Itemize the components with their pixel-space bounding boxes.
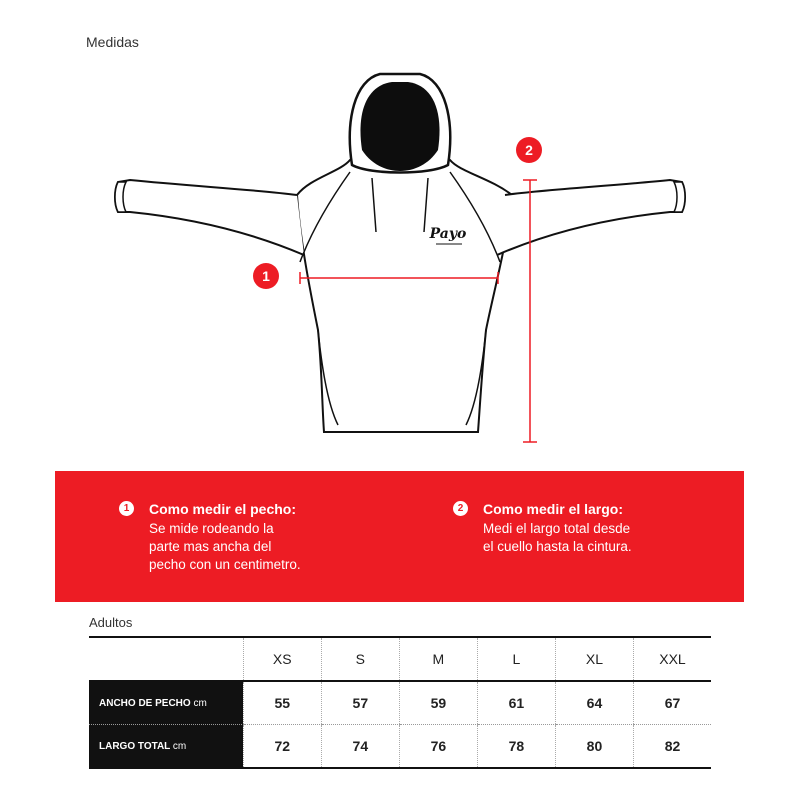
hood-opening xyxy=(360,82,439,171)
header-blank xyxy=(89,637,243,681)
table-cell: 64 xyxy=(555,681,633,725)
size-header: XL xyxy=(555,637,633,681)
table-cell: 74 xyxy=(321,725,399,769)
step-number: 1 xyxy=(119,501,134,516)
table-cell: 67 xyxy=(633,681,711,725)
instruction-text: Se mide rodeando la parte mas ancha del pecho con un centimetro. xyxy=(149,521,301,572)
size-header: XXL xyxy=(633,637,711,681)
size-header: M xyxy=(399,637,477,681)
instructions-panel xyxy=(55,471,744,602)
svg-text:2: 2 xyxy=(525,142,533,158)
page-title: Medidas xyxy=(86,34,139,50)
instruction-heading: Como medir el largo: xyxy=(483,501,624,517)
table-cell: 61 xyxy=(477,681,555,725)
size-header: XS xyxy=(243,637,321,681)
section-label: Adultos xyxy=(89,615,133,630)
hoodie-illustration xyxy=(0,60,800,460)
table-cell: 82 xyxy=(633,725,711,769)
svg-text:1: 1 xyxy=(262,268,270,284)
table-row xyxy=(89,725,711,769)
row-label: ANCHO DE PECHO cm xyxy=(89,681,243,725)
table-cell: 57 xyxy=(321,681,399,725)
table-row xyxy=(89,681,711,725)
table-cell: 59 xyxy=(399,681,477,725)
marker-1 xyxy=(253,263,279,289)
step-number: 2 xyxy=(453,501,468,516)
table-header-row xyxy=(89,637,711,681)
table-cell: 78 xyxy=(477,725,555,769)
instruction-heading: Como medir el pecho: xyxy=(149,501,297,517)
table-cell: 55 xyxy=(243,681,321,725)
table-cell: 72 xyxy=(243,725,321,769)
marker-2 xyxy=(516,137,542,163)
size-header: S xyxy=(321,637,399,681)
table-cell: 76 xyxy=(399,725,477,769)
left-sleeve xyxy=(115,180,304,255)
hoodie-body xyxy=(297,160,512,432)
table-cell: 80 xyxy=(555,725,633,769)
row-label: LARGO TOTAL cm xyxy=(89,725,243,769)
brand-logo: Payo xyxy=(429,226,467,242)
size-table xyxy=(89,636,711,769)
instruction-text: Medi el largo total desde el cuello hasta la cintura. xyxy=(483,521,632,554)
right-sleeve xyxy=(497,180,685,255)
size-header: L xyxy=(477,637,555,681)
